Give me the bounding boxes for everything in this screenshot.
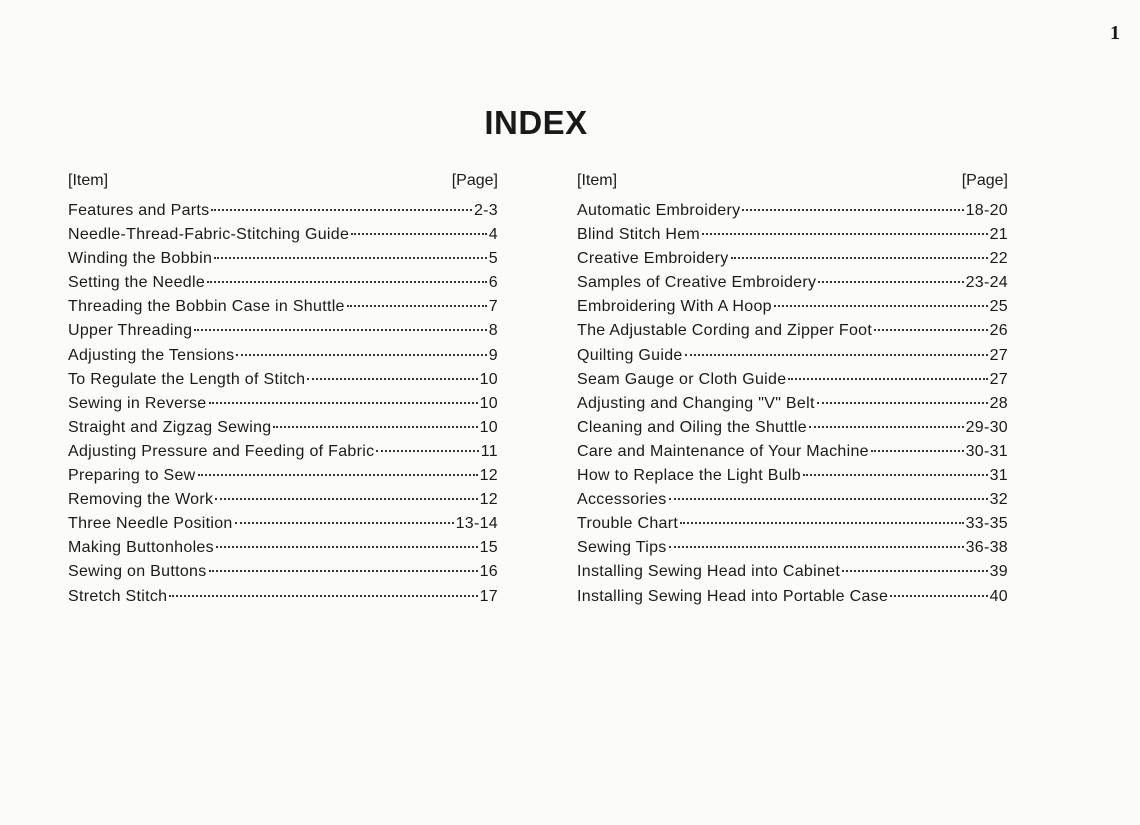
column-header: [68, 172, 498, 196]
entry-page-number: 29-30: [965, 418, 1008, 436]
entry-label: Winding the Bobbin: [68, 250, 213, 268]
index-entry: [577, 202, 1008, 226]
dot-leader: [198, 474, 478, 476]
entry-page-number: 26: [989, 322, 1008, 340]
entry-page-number: 30-31: [965, 442, 1008, 460]
dot-leader: [669, 546, 964, 548]
entry-page-number: 39: [989, 563, 1008, 581]
dot-leader: [817, 402, 988, 404]
dot-leader: [236, 354, 486, 356]
entry-label: Blind Stitch Hem: [577, 226, 701, 244]
dot-leader: [680, 522, 963, 524]
index-entry: [577, 371, 1008, 395]
entry-page-number: 9: [488, 346, 498, 364]
entry-label: Installing Sewing Head into Cabinet: [577, 563, 841, 581]
entry-label: Straight and Zigzag Sewing: [68, 418, 272, 436]
entry-label: Automatic Embroidery: [577, 202, 741, 219]
dot-leader: [809, 426, 964, 428]
entry-page-number: 2-3: [473, 202, 498, 219]
entry-page-number: 36-38: [965, 539, 1008, 557]
entry-page-number: 21: [989, 226, 1008, 244]
dot-leader: [871, 450, 964, 452]
index-column-left: [68, 172, 498, 612]
dot-leader: [209, 570, 478, 572]
dot-leader: [194, 329, 487, 331]
entry-page-number: 8: [488, 322, 498, 340]
dot-leader: [347, 305, 487, 307]
column-header: [577, 172, 1008, 196]
entry-page-number: 10: [479, 394, 498, 412]
entry-label: Trouble Chart: [577, 515, 679, 533]
entry-page-number: 15: [479, 539, 498, 557]
entry-label: Threading the Bobbin Case in Shuttle: [68, 298, 345, 316]
dot-leader: [818, 281, 963, 283]
entry-label: To Regulate the Length of Stitch: [68, 370, 306, 388]
index-entry: [577, 588, 1008, 612]
dot-leader: [874, 329, 987, 331]
entry-page-number: 23-24: [965, 274, 1008, 292]
dot-leader: [216, 546, 478, 548]
entry-label: Making Buttonholes: [68, 539, 214, 557]
index-entry: [68, 515, 498, 539]
index-entry: [577, 515, 1008, 539]
index-entry: [68, 443, 498, 467]
entry-label: Creative Embroidery: [577, 250, 729, 268]
entry-page-number: 5: [488, 250, 498, 268]
item-header: [ Item ]: [68, 172, 108, 196]
index-entry: [577, 298, 1008, 322]
entry-page-number: 6: [488, 274, 498, 292]
dot-leader: [169, 595, 477, 597]
dot-leader: [788, 378, 987, 380]
entry-page-number: 33-35: [965, 515, 1008, 533]
index-entries: [577, 202, 1008, 612]
index-entry: [577, 491, 1008, 515]
entry-label: Stretch Stitch: [68, 587, 168, 605]
dot-leader: [685, 354, 988, 356]
index-entry: [68, 347, 498, 371]
index-entry: [577, 322, 1008, 346]
entry-page-number: 10: [479, 418, 498, 436]
index-entry: [577, 395, 1008, 419]
entry-page-number: 17: [479, 587, 498, 605]
entry-label: Upper Threading: [68, 322, 193, 340]
entry-page-number: 11: [480, 442, 498, 460]
dot-leader: [890, 595, 987, 597]
index-entry: [577, 467, 1008, 491]
dot-leader: [842, 570, 987, 572]
entry-label: The Adjustable Cording and Zipper Foot: [577, 322, 873, 340]
dot-leader: [376, 450, 478, 452]
dot-leader: [207, 281, 487, 283]
dot-leader: [235, 522, 454, 524]
index-entry: [577, 419, 1008, 443]
index-entry: [68, 467, 498, 491]
entry-page-number: 25: [989, 298, 1008, 316]
index-column-right: [577, 172, 1008, 612]
entry-label: Preparing to Sew: [68, 467, 196, 485]
entry-label: Adjusting the Tensions: [68, 346, 235, 364]
entry-page-number: 32: [989, 491, 1008, 509]
entry-page-number: 40: [989, 587, 1008, 605]
entry-label: Installing Sewing Head into Portable Case: [577, 587, 889, 605]
index-entry: [577, 226, 1008, 250]
dot-leader: [209, 402, 478, 404]
entry-label: Features and Parts: [68, 202, 210, 219]
entry-page-number: 10: [479, 370, 498, 388]
entry-page-number: 12: [479, 491, 498, 509]
index-entries: [68, 202, 498, 612]
dot-leader: [669, 498, 988, 500]
entry-page-number: 27: [989, 370, 1008, 388]
entry-page-number: 12: [479, 467, 498, 485]
entry-page-number: 28: [989, 394, 1008, 412]
entry-label: Sewing in Reverse: [68, 394, 207, 412]
index-entry: [68, 588, 498, 612]
entry-label: Accessories: [577, 491, 667, 509]
index-entry: [68, 539, 498, 563]
entry-page-number: 16: [479, 563, 498, 581]
entry-label: Adjusting and Changing "V" Belt: [577, 394, 815, 412]
page-title: INDEX: [484, 104, 588, 141]
index-entry: [577, 347, 1008, 371]
entry-label: Cleaning and Oiling the Shuttle: [577, 418, 807, 436]
index-entry: [68, 202, 498, 226]
entry-label: Care and Maintenance of Your Machine: [577, 442, 869, 460]
entry-label: Adjusting Pressure and Feeding of Fabric: [68, 442, 375, 460]
dot-leader: [211, 209, 471, 211]
index-entry: [68, 395, 498, 419]
index-entry: [68, 371, 498, 395]
page-header: [ Page ]: [962, 172, 1008, 196]
entry-label: Sewing on Buttons: [68, 563, 207, 581]
dot-leader: [215, 498, 477, 500]
entry-page-number: 31: [989, 467, 1008, 485]
index-entry: [68, 226, 498, 250]
entry-label: Samples of Creative Embroidery: [577, 274, 817, 292]
page-number: 1: [1110, 22, 1120, 44]
entry-label: Quilting Guide: [577, 346, 683, 364]
index-entry: [577, 274, 1008, 298]
index-entry: [68, 298, 498, 322]
index-entry: [68, 250, 498, 274]
entry-label: Three Needle Position: [68, 515, 233, 533]
index-entry: [68, 491, 498, 515]
entry-page-number: 13-14: [455, 515, 498, 533]
index-entry: [577, 563, 1008, 587]
index-entry: [577, 250, 1008, 274]
dot-leader: [214, 257, 487, 259]
index-entry: [68, 563, 498, 587]
entry-label: How to Replace the Light Bulb: [577, 467, 801, 485]
dot-leader: [803, 474, 988, 476]
index-entry: [68, 419, 498, 443]
index-entry: [577, 539, 1008, 563]
index-entry: [577, 443, 1008, 467]
dot-leader: [742, 209, 963, 211]
dot-leader: [307, 378, 477, 380]
index-entry: [68, 322, 498, 346]
entry-page-number: 4: [488, 226, 498, 244]
entry-label: Sewing Tips: [577, 539, 667, 557]
dot-leader: [351, 233, 487, 235]
entry-page-number: 22: [989, 250, 1008, 268]
entry-label: Seam Gauge or Cloth Guide: [577, 370, 787, 388]
entry-label: Removing the Work: [68, 491, 214, 509]
entry-page-number: 7: [488, 298, 498, 316]
entry-label: Setting the Needle: [68, 274, 206, 292]
item-header: [ Item ]: [577, 172, 617, 196]
dot-leader: [702, 233, 988, 235]
entry-label: Embroidering With A Hoop: [577, 298, 772, 316]
entry-label: Needle-Thread-Fabric-Stitching Guide: [68, 226, 350, 244]
page-header: [ Page ]: [452, 172, 498, 196]
entry-page-number: 18-20: [965, 202, 1008, 219]
dot-leader: [774, 305, 988, 307]
index-entry: [68, 274, 498, 298]
dot-leader: [273, 426, 477, 428]
dot-leader: [731, 257, 988, 259]
entry-page-number: 27: [989, 346, 1008, 364]
